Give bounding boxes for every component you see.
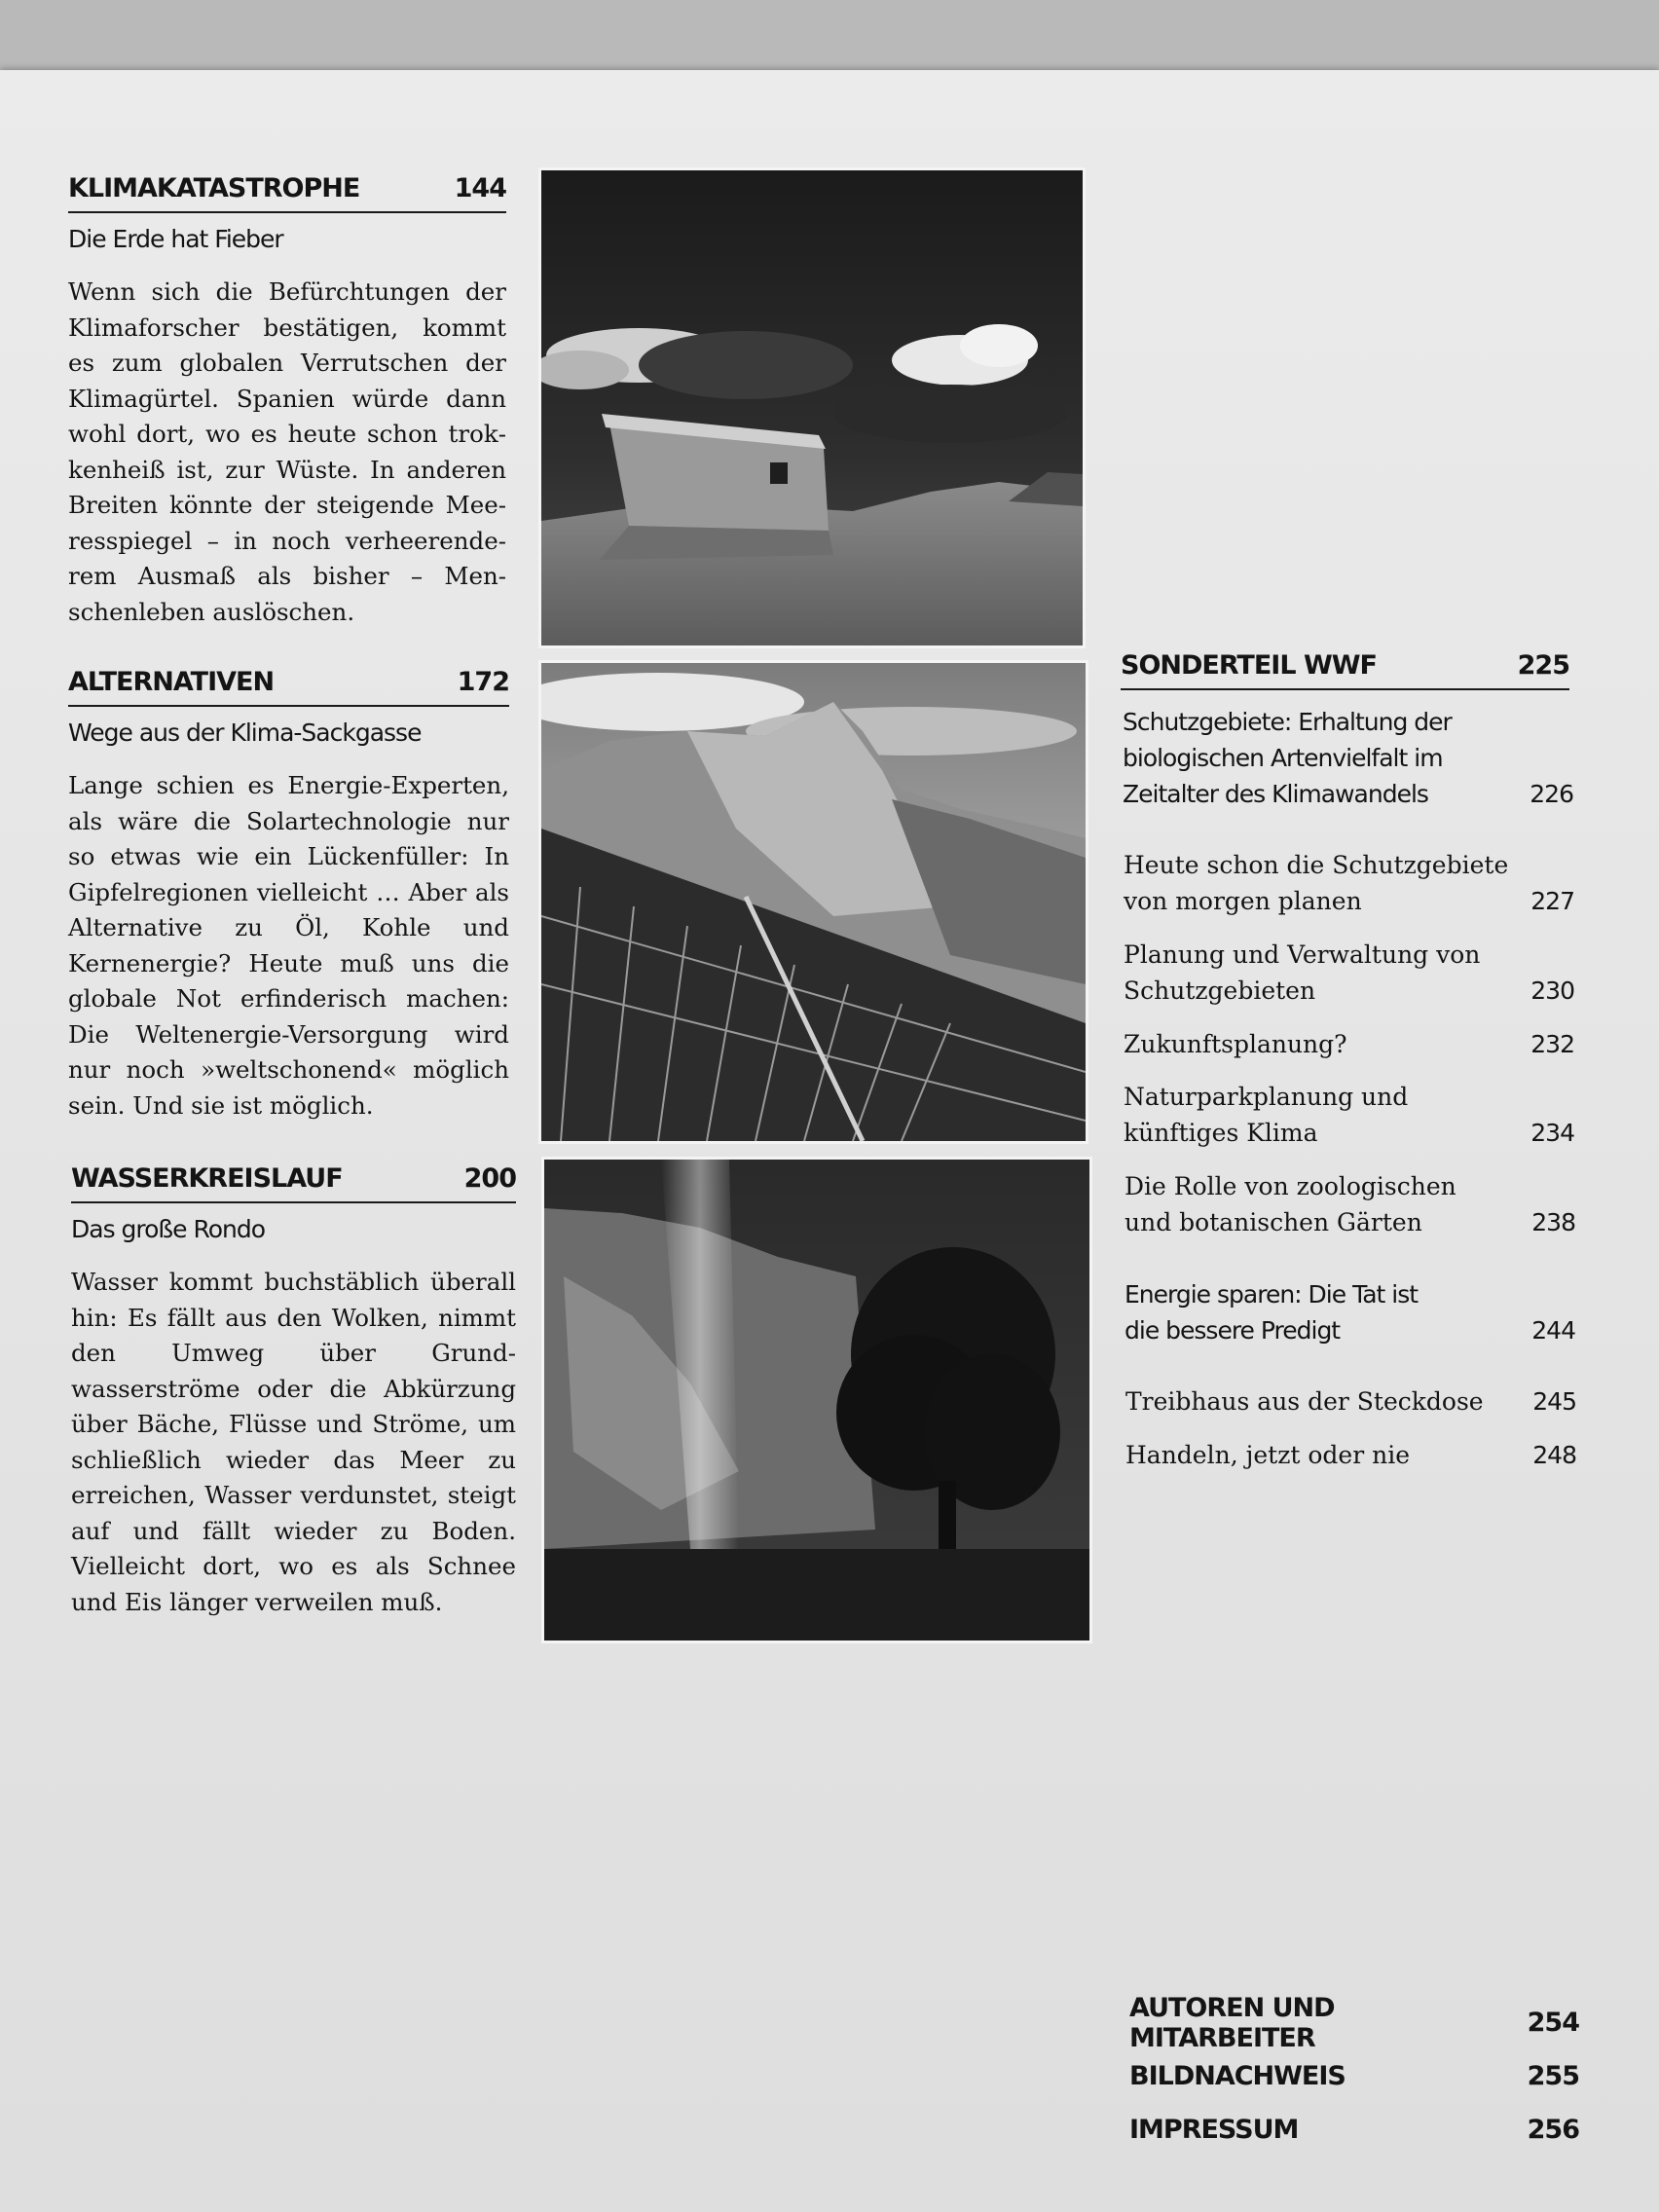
desert-hut-photo (538, 167, 1086, 648)
toc-entry-title: Handeln, jetzt oder nie (1125, 1441, 1410, 1469)
end-matter-title: BILDNACHWEIS (1129, 2061, 1346, 2091)
toc-entry (1124, 1079, 1574, 1151)
toc-entry-title: Treibhaus aus der Steckdose (1125, 1387, 1484, 1416)
section-page-number: 172 (457, 667, 509, 697)
section-page-number: 144 (454, 173, 506, 203)
solar-mountain-photo (538, 660, 1088, 1144)
section-page-number: 225 (1517, 650, 1569, 681)
section-wasserkreislauf (71, 1163, 516, 1620)
toc-entry (1124, 847, 1574, 919)
toc-entry-title: Naturparkplanung und künftiges Klima (1124, 1083, 1409, 1147)
toc-entry-page: 238 (1531, 1208, 1575, 1236)
end-matter-item (1129, 1992, 1579, 2053)
toc-entry (1125, 1437, 1576, 1473)
toc-entry-title: Energie sparen: Die Tat ist die bessere Predigt (1124, 1280, 1419, 1345)
toc-entry-title: Planung und Verwaltung von Schutzgebieten (1124, 940, 1481, 1005)
end-matter-title: IMPRESSUM (1129, 2115, 1299, 2145)
section-subtitle: Das große Rondo (71, 1215, 266, 1243)
section-heading (68, 173, 506, 213)
end-matter-title: AUTOREN UND MITARBEITER (1129, 1992, 1335, 2053)
section-sonderteil-wwf (1121, 650, 1569, 690)
section-title: KLIMAKATASTROPHE (68, 173, 360, 203)
toc-entry-page: 232 (1530, 1030, 1574, 1058)
section-text: Wasser kommt buchstäblich überall hin: Es fällt aus den Wolken, nimmt den Umweg über Grundwasserströme oder die Abkürzung über Bäche, Flüsse und Ströme, um schließlich wieder das Meer zu erreichen, Wasser verdunstet, steigt auf und fällt wieder zu Boden. Vielleicht dort, wo es als Schnee und Eis länger verweilen muß. (71, 1268, 516, 1616)
tree-light-photo (541, 1157, 1092, 1643)
section-text: Wenn sich die Befürchtungen der Klimaforscher bestätigen, kommt es zum globalen Verrutschen der Klimagürtel. Spanien würde dann wohl dort, wo es heute schon trokkenheiß ist, zur Wüste. In anderen Breiten könnte der steigende Meeresspiegel – in noch verheerenderem Ausmaß als bisher – Menschenleben auslöschen. (68, 277, 506, 626)
toc-entry (1125, 1383, 1576, 1419)
end-matter-list (1129, 1992, 1579, 2157)
toc-entry-title: Heute schon die Schutzgebiete von morgen planen (1124, 851, 1509, 915)
toc-entry (1124, 937, 1574, 1009)
toc-entry (1123, 704, 1573, 812)
end-matter-page: 256 (1527, 2115, 1579, 2145)
toc-entry-page: 244 (1531, 1316, 1575, 1345)
toc-entry-title: Die Rolle von zoologischen und botanischen Gärten (1124, 1172, 1456, 1236)
section-text: Lange schien es Energie-Experten, als wäre die Solartechnologie nur so etwas wie ein Lückenfüller: In Gipfelregionen vielleicht … Aber als Alternative zu Öl, Kohle und Kernenergie? Heute muß uns die globale Not erfinderisch machen: Die Weltenergie-Versorgung wird nur noch »weltschonend« möglich sein. Und sie ist möglich. (68, 771, 509, 1120)
toc-entry-page: 227 (1530, 887, 1574, 915)
toc-entry (1124, 1168, 1575, 1240)
section-page-number: 200 (463, 1163, 516, 1194)
end-matter-item (1129, 2103, 1579, 2157)
section-klimakatastrophe (68, 173, 506, 630)
toc-entry-page: 234 (1530, 1119, 1574, 1147)
toc-entry (1124, 1276, 1575, 1348)
section-title: WASSERKREISLAUF (71, 1163, 343, 1194)
section-title: SONDERTEIL WWF (1121, 650, 1377, 681)
section-heading (1121, 650, 1569, 690)
end-matter-page: 254 (1527, 2008, 1579, 2038)
toc-entry (1124, 1026, 1574, 1062)
section-subtitle: Wege aus der Klima-Sackgasse (68, 719, 422, 747)
end-matter-item (1129, 2049, 1579, 2103)
toc-entry-page: 248 (1532, 1441, 1576, 1469)
toc-entry-page: 226 (1530, 780, 1573, 808)
section-alternativen (68, 667, 509, 1124)
toc-entry-title: Schutzgebiete: Erhaltung der biologischen Artenvielfalt im Zeitalter des Klimawandels (1123, 708, 1452, 808)
section-heading (71, 1163, 516, 1203)
section-title: ALTERNATIVEN (68, 667, 275, 697)
toc-entry-title: Zukunftsplanung? (1124, 1030, 1347, 1058)
toc-entry-page: 245 (1532, 1387, 1576, 1416)
section-heading (68, 667, 509, 707)
end-matter-page: 255 (1527, 2061, 1579, 2091)
toc-entry-page: 230 (1530, 977, 1574, 1005)
section-subtitle: Die Erde hat Fieber (68, 225, 283, 253)
